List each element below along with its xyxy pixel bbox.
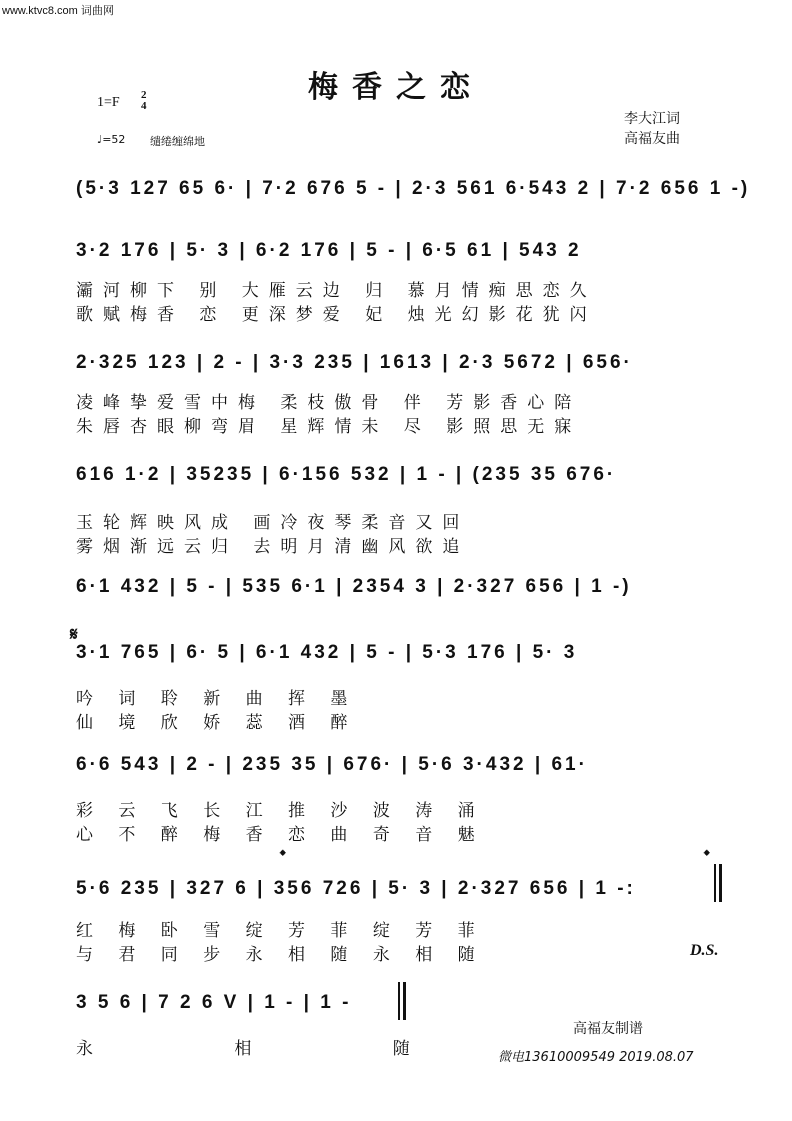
notation-row xyxy=(76,176,751,200)
notation-text: 5·6 235 | 327 6 | 356 726 | 5· 3 | 2·327 656 | 1 -: xyxy=(76,878,636,899)
lyric-line-verse2: 与 君 同 步 永 相 随 永 相 随 xyxy=(76,945,485,965)
composer-credit: 高福友曲 xyxy=(624,131,680,147)
lyric-line-verse1: 吟 词 聆 新 曲 挥 墨 xyxy=(76,689,358,709)
expression-marking: 缱绻缠绵地 xyxy=(150,135,205,148)
notation-row xyxy=(76,640,716,664)
lyric-line-verse1: 灞河柳下 别 大雁云边 归 慕月情痴思恋久 xyxy=(76,281,597,301)
notation-text: (5·3 127 65 6· | 7·2 676 5 - | 2·3 561 6·543 2 | 7·2 656 1 -) xyxy=(76,178,751,199)
final-barline-thick xyxy=(403,982,406,1020)
lyricist-credit: 李大江词 xyxy=(624,111,680,127)
notation-text: 6·1 432 | 5 - | 535 6·1 | 2354 3 | 2·327 656 | 1 -) xyxy=(76,576,632,597)
coda-sign: 𝄌 xyxy=(280,846,286,865)
notation-text: 3·1 765 | 6· 5 | 6·1 432 | 5 - | 5·3 176 | 5· 3 xyxy=(76,642,578,663)
lyric-line-verse2: 雾烟渐远云归 去明月清幽风欲追 xyxy=(76,537,470,557)
lyric-line-verse1: 彩 云 飞 长 江 推 沙 波 涛 涌 xyxy=(76,801,485,821)
key-signature: 1=F xyxy=(97,95,120,110)
site-watermark: www.ktvc8.com 词曲网 xyxy=(2,5,114,17)
lyric-line-verse2: 仙 境 欣 娇 蕊 酒 醉 xyxy=(76,713,358,733)
time-signature-top: 2 xyxy=(141,89,147,101)
final-barline xyxy=(398,982,400,1020)
notation-text: 3·2 176 | 5· 3 | 6·2 176 | 5 - | 6·5 61 | 543 2 xyxy=(76,240,582,261)
time-signature xyxy=(141,90,147,112)
coda-sign: 𝄌 xyxy=(704,846,710,865)
repeat-barline xyxy=(714,864,716,902)
song-title: 梅香之恋 xyxy=(308,70,484,105)
dal-segno-mark: D.S. xyxy=(690,942,719,959)
notation-text: 616 1·2 | 35235 | 6·156 532 | 1 - | (235 35 676· xyxy=(76,464,617,485)
notation-text: 2·325 123 | 2 - | 3·3 235 | 1613 | 2·3 5672 | 656· xyxy=(76,352,633,373)
transcriber-credit: 高福友制谱 xyxy=(573,1021,643,1037)
notation-text: 3 5 6 | 7 2 6 V | 1 - | 1 - xyxy=(76,992,352,1013)
notation-row xyxy=(76,350,716,374)
lyric-line-verse1: 凌峰挚爱雪中梅 柔枝傲骨 伴 芳影香心陪 xyxy=(76,393,582,413)
lyric-line-verse1: 红 梅 卧 雪 绽 芳 菲 绽 芳 菲 xyxy=(76,921,485,941)
notation-row xyxy=(76,574,716,598)
lyric-line-ending: 永 相 随 xyxy=(76,1039,478,1059)
notation-row xyxy=(76,238,716,262)
notation-text: 6·6 543 | 2 - | 235 35 | 676· | 5·6 3·432 | 61· xyxy=(76,754,588,775)
repeat-barline-thick xyxy=(719,864,722,902)
segno-sign: 𝄋 xyxy=(70,624,78,645)
lyric-line-verse2: 心 不 醉 梅 香 恋 曲 奇 音 魅 xyxy=(76,825,485,845)
tempo-marking: ♩=52 xyxy=(97,133,126,146)
lyric-line-verse2: 歌赋梅香 恋 更深梦爱 妃 烛光幻影花犹闪 xyxy=(76,305,597,325)
time-signature-bottom: 4 xyxy=(141,100,147,112)
notation-row xyxy=(76,752,716,776)
lyric-line-verse1: 玉轮辉映风成 画冷夜琴柔音又回 xyxy=(76,513,470,533)
notation-row xyxy=(76,876,716,900)
notation-row xyxy=(76,462,716,486)
lyric-line-verse2: 朱唇杏眼柳弯眉 星辉情未 尽 影照思无寐 xyxy=(76,417,582,437)
contact-info: 微电13610009549 2019.08.07 xyxy=(498,1050,694,1065)
notation-row xyxy=(76,990,716,1014)
